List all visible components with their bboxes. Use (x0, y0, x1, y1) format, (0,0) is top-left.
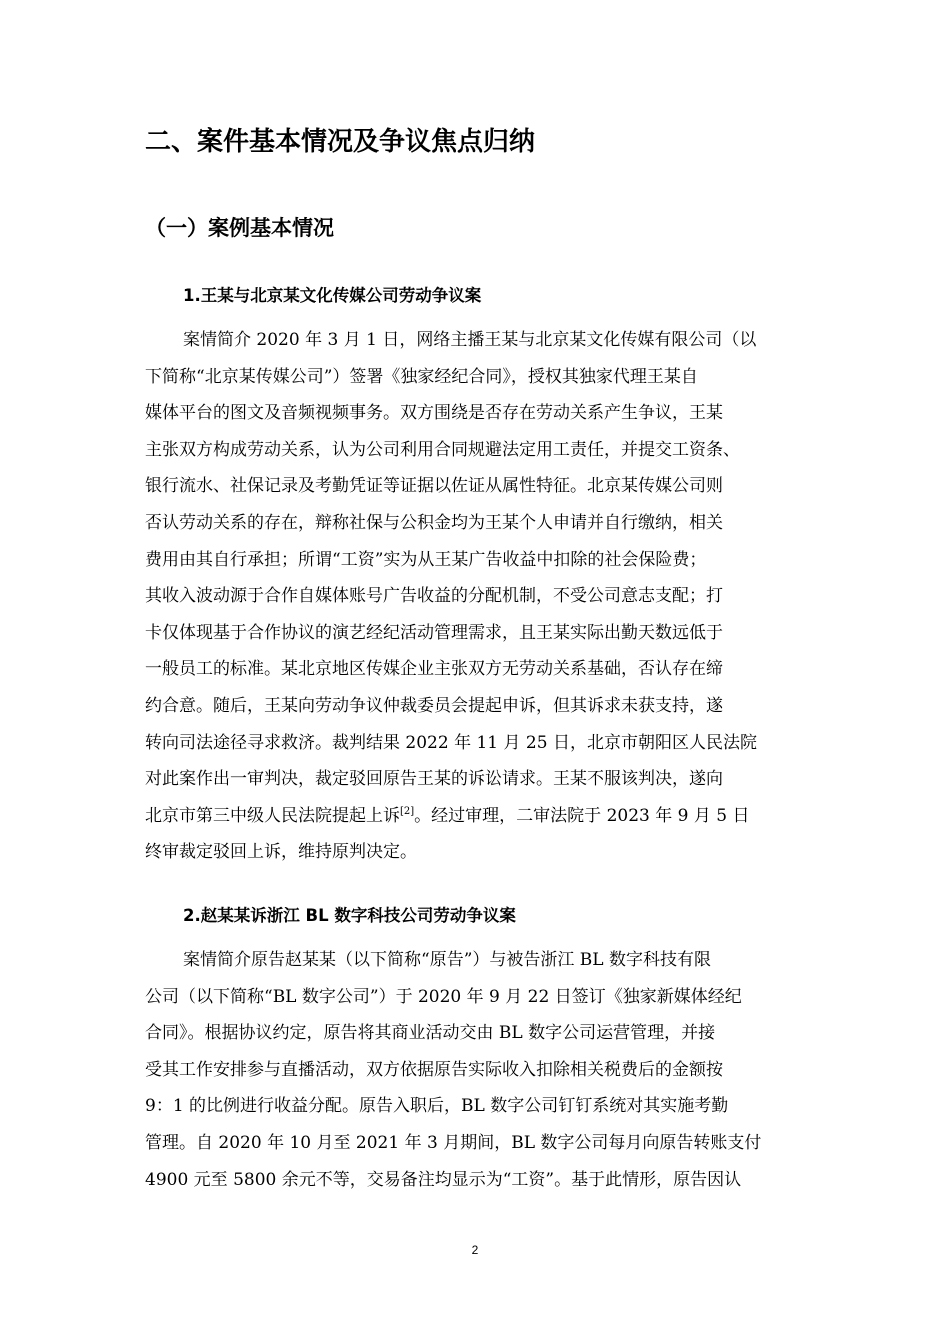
text-line: 对此案作出一审判决，裁定驳回原告王某的诉讼请求。王某不服该判决，遂向 (145, 769, 723, 790)
text-line: 约合意。随后，王某向劳动争议仲裁委员会提起申诉，但其诉求未获支持，遂 (145, 695, 723, 716)
case-2-title: 2.赵某某诉浙江 BL 数字科技公司劳动争议案 (183, 906, 516, 925)
text-line: 卡仅体现基于合作协议的演艺经纪活动管理需求，且王某实际出勤天数远低于 (145, 622, 723, 643)
text-line: 其收入波动源于合作自媒体账号广告收益的分配机制，不受公司意志支配；打 (145, 586, 723, 607)
text-line-with-footnote (145, 798, 810, 835)
text-segment: 北京市第三中级人民法院提起上诉 (145, 805, 400, 826)
text-line: 一般员工的标准。某北京地区传媒企业主张双方无劳动关系基础，否认存在缔 (145, 659, 723, 680)
page-number: 2 (471, 1243, 479, 1257)
text-line: 管理。自 2020 年 10 月至 2021 年 3 月期间，BL 数字公司每月向原告转账支付 (145, 1132, 762, 1153)
text-line: 9：1 的比例进行收益分配。原告入职后，BL 数字公司钉钉系统对其实施考勤 (145, 1096, 729, 1117)
case-2-paragraph (145, 942, 810, 1198)
text-line: 银行流水、社保记录及考勤凭证等证据以佐证从属性特征。北京某传媒公司则 (145, 476, 723, 497)
text-line: 合同》。根据协议约定，原告将其商业活动交由 BL 数字公司运营管理，并接 (145, 1023, 716, 1044)
text-line: 转向司法途径寻求救济。裁判结果 2022 年 11 月 25 日，北京市朝阳区人民法院 (145, 732, 757, 753)
text-line: 媒体平台的图文及音频视频事务。双方围绕是否存在劳动关系产生争议，王某 (145, 403, 723, 424)
subsection-heading: （一）案例基本情况 (145, 216, 334, 240)
footnote-reference[interactable]: [2] (400, 805, 415, 817)
text-line: 4900 元至 5800 余元不等，交易备注均显示为“工资”。基于此情形，原告因认 (145, 1169, 742, 1190)
text-segment: 。经过审理，二审法院于 2023 年 9 月 5 日 (414, 805, 750, 826)
section-heading: 二、案件基本情况及争议焦点归纳 (145, 127, 536, 157)
text-line: 否认劳动关系的存在，辩称社保与公积金均为王某个人申请并自行缴纳，相关 (145, 512, 723, 533)
text-line: 主张双方构成劳动关系，认为公司利用合同规避法定用工责任，并提交工资条、 (145, 439, 740, 460)
text-line: 费用由其自行承担；所谓“工资”实为从王某广告收益中扣除的社会保险费； (145, 549, 707, 570)
text-line: 公司（以下简称“BL 数字公司”）于 2020 年 9 月 22 日签订《独家新媒体经纪 (145, 986, 742, 1007)
text-line: 受其工作安排参与直播活动，双方依据原告实际收入扣除相关税费后的金额按 (145, 1059, 723, 1080)
case-1-title: 1.王某与北京某文化传媒公司劳动争议案 (183, 286, 482, 305)
case-1-paragraph (145, 322, 810, 871)
text-line: 案情简介原告赵某某（以下简称“原告”）与被告浙江 BL 数字科技有限 (183, 950, 711, 970)
text-line: 终审裁定驳回上诉，维持原判决定。 (145, 842, 417, 863)
text-line: 下简称“北京某传媒公司”）签署《独家经纪合同》，授权其独家代理王某自 (145, 366, 698, 387)
text-line: 案情简介 2020 年 3 月 1 日，网络主播王某与北京某文化传媒有限公司（以 (183, 330, 757, 350)
